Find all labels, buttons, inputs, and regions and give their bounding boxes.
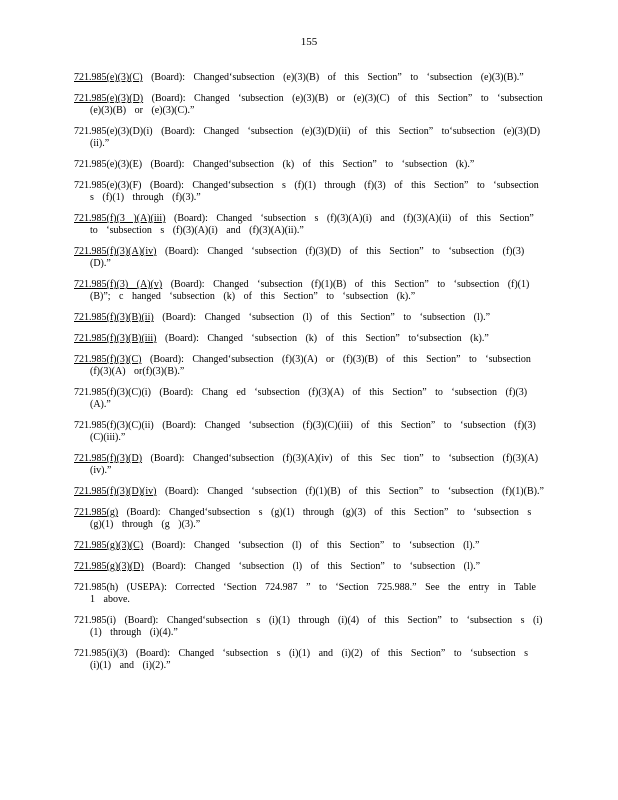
section-reference: 721.985(f)(3)(D) (74, 453, 143, 464)
amendment-text: (Board): Changed‘subsection s (g)(1) through (g)(3) of this Section” to ‘subsection s (g)(1) through (g )(3).” (90, 507, 532, 530)
amendment-text: (Board): Changed‘subsection (f)(3)(A) or (f)(3)(B) of this Section” to ‘subsection (f)(3)(A) or(f)(3)(B).” (90, 354, 531, 377)
amendment-text: (Board): Changed ‘subsection (e)(3)(D)(ii) of this Section” to‘subsection (e)(3)(D)(ii).” (90, 126, 541, 149)
amendment-text: (Board): Chang ed ‘subsection (f)(3)(A) of this Section” to ‘subsection (f)(3)(A).” (90, 387, 528, 410)
amendment-entry (74, 561, 544, 573)
amendment-text: (Board): Changed ‘subsection (l) of this Section” to ‘subsection (l).” (162, 312, 491, 323)
amendment-entry (74, 615, 544, 639)
section-reference: 721.985(f)(3)(C) (74, 354, 142, 365)
amendment-text: (Board): Changed ‘subsection (f)(1)(B) of this Section” to ‘subsection (f)(1)(B)”; c hanged ‘subsection (k) of this Section” to ‘subsection (k).” (90, 279, 530, 302)
page-number: 155 (300, 36, 318, 48)
amendment-text: (Board): Changed ‘subsection (f)(3)(D) of this Section” to ‘subsection (f)(3)(D).” (90, 246, 525, 269)
amendment-text: (Board): Changed ‘subsection (l) of this Section” to ‘subsection (l).” (151, 540, 480, 551)
section-reference: 721.985(g) (74, 507, 119, 518)
amendment-text: (Board): Changed‘subsection (k) of this Section” to ‘subsection (k).” (150, 159, 475, 170)
amendment-text: (Board): Changed‘subsection (e)(3)(B) of this Section” to ‘subsection (e)(3)(B).” (151, 72, 524, 83)
section-reference: 721.985(e)(3)(C) (74, 72, 143, 83)
amendment-entry (74, 540, 544, 552)
amendment-text: (Board): Changed‘subsection s (i)(1) through (i)(4) of this Section” to ‘subsection s (i)(1) through (i)(4).” (90, 615, 543, 638)
section-reference: 721.985(f)(3 )(A)(iii) (74, 213, 166, 224)
amendment-entry (74, 159, 544, 171)
amendment-entry (74, 246, 544, 270)
amendment-text: (USEPA): Corrected ‘Section 724.987 ” to ‘Section 725.988.” See the entry in Table 1 above. (90, 582, 536, 605)
amendment-entry (74, 354, 544, 378)
amendment-text: (Board): Changed ‘subsection s (i)(1) and (i)(2) of this Section” to ‘subsection s (i)(1) and (i)(2).” (90, 648, 529, 671)
section-reference: 721.985(e)(3)(D)(i) (74, 126, 153, 137)
amendment-text: (Board): Changed ‘subsection (f)(3)(C)(iii) of this Section” to ‘subsection (f)(3)(C)(iii).” (90, 420, 536, 443)
section-reference: 721.985(e)(3)(E) (74, 159, 143, 170)
amendment-entries-list (74, 72, 544, 681)
amendment-entry (74, 126, 544, 150)
amendment-entry (74, 420, 544, 444)
amendment-entry (74, 507, 544, 531)
section-reference: 721.985(f)(3)(A)(iv) (74, 246, 157, 257)
amendment-entry (74, 213, 544, 237)
amendment-text: (Board): Changed ‘subsection (k) of this Section” to‘subsection (k).” (164, 333, 489, 344)
amendment-entry (74, 279, 544, 303)
amendment-text: (Board): Changed ‘subsection s (f)(3)(A)(i) and (f)(3)(A)(ii) of this Section” to ‘subsection s (f)(3)(A)(i) and (f)(3)(A)(ii).” (90, 213, 534, 236)
section-reference: 721.985(f)(3)(B)(ii) (74, 312, 154, 323)
section-reference: 721.985(e)(3)(F) (74, 180, 142, 191)
amendment-text: (Board): Changed‘subsection s (f)(1) through (f)(3) of this Section” to ‘subsection s (f)(1) through (f)(3).” (90, 180, 539, 203)
amendment-entry (74, 648, 544, 672)
amendment-entry (74, 387, 544, 411)
section-reference: 721.985(f)(3)(B)(iii) (74, 333, 157, 344)
section-reference: 721.985(e)(3)(D) (74, 93, 144, 104)
amendment-entry (74, 93, 544, 117)
amendment-entry (74, 72, 544, 84)
amendment-entry (74, 582, 544, 606)
amendment-text: (Board): Changed ‘subsection (f)(1)(B) of this Section” to ‘subsection (f)(1)(B).” (164, 486, 544, 497)
section-reference: 721.985(i) (74, 615, 116, 626)
section-reference: 721.985(f)(3)(D)(iv) (74, 486, 157, 497)
amendment-entry (74, 453, 544, 477)
section-reference: 721.985(f)(3)(C)(ii) (74, 420, 154, 431)
amendment-text: (Board): Changed ‘subsection (l) of this Section” to ‘subsection (l).” (152, 561, 481, 572)
section-reference: 721.985(g)(3)(D) (74, 561, 144, 572)
amendment-entry (74, 180, 544, 204)
section-reference: 721.985(g)(3)(C) (74, 540, 144, 551)
amendment-entry (74, 312, 544, 324)
section-reference: 721.985(f)(3)(C)(i) (74, 387, 151, 398)
amendment-entry (74, 333, 544, 345)
amendment-text: (Board): Changed ‘subsection (e)(3)(B) or (e)(3)(C) of this Section” to ‘subsection (e)(3)(B) or (e)(3)(C).” (90, 93, 543, 116)
amendment-entry (74, 486, 544, 498)
section-reference: 721.985(f)(3) (A)(v) (74, 279, 163, 290)
amendment-text: (Board): Changed‘subsection (f)(3)(A)(iv) of this Sec tion” to ‘subsection (f)(3)(A)(iv).” (90, 453, 539, 476)
section-reference: 721.985(i)(3) (74, 648, 128, 659)
section-reference: 721.985(h) (74, 582, 119, 593)
